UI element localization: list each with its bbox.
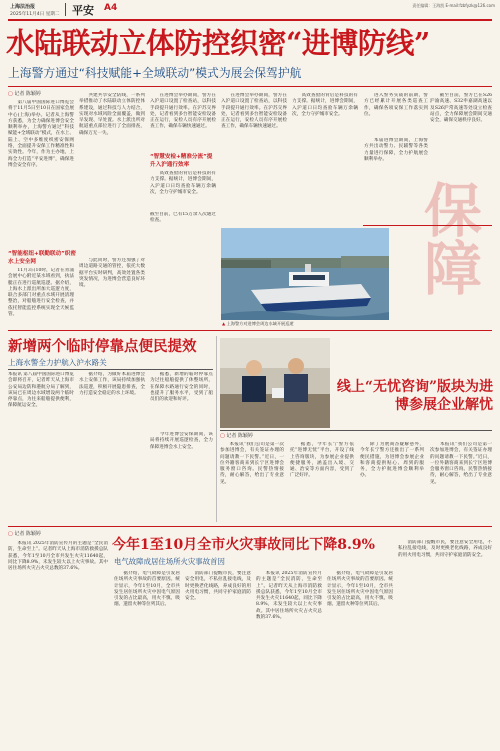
headline-rule xyxy=(8,86,492,87)
article1-p7: 截至目前，已有15万余人次通过检查。 xyxy=(150,212,216,224)
article3-end-rule xyxy=(8,526,492,527)
page-number: A4 xyxy=(104,3,118,13)
header-rule xyxy=(8,19,492,21)
article1-end-rule xyxy=(8,330,492,331)
article1-byline-text: 记者 陈颖婷 xyxy=(14,91,41,97)
article3-p3: 除了为展商答疑解惑外，今年长宁警方还推出了一系列便民措施，为进博会参展企业和客商提供贴心、周到的服务，全力护航进博会顺利举办。 xyxy=(360,442,424,479)
article4-p4: 本报讯 2025年消防宣传月的主题是“全民消防，生命至上”。记者昨天从上海市消防救援总队获悉，今年1至10月全市共发生火灾11640起，同比下降8.9%，未发生较大以上火灾事故。其中居住场所火灾占火灾总数的37.6%。 xyxy=(256,571,322,621)
article2-subtitle: 上海水警全力护航入沪水路关 xyxy=(8,358,107,367)
decorative-characters: 保障 xyxy=(414,180,482,296)
caption-text: 上海警方对进博会周边水域开展巡逻 xyxy=(226,321,294,326)
article1-col5: 高效查验的背后是科技的有力支撑。据统计，进博会期间，入沪道口日均查验车辆万余辆次，全力守护城市安全。 xyxy=(292,93,358,117)
article1-byline xyxy=(8,91,41,98)
article1-p2: 11月3日10时，记者在青浦会展中心附近某水域看到，执法艇正在进行巡航巡逻。据介绍，上海水上派出所加大巡逻力度，联合多部门对重点水域开展清理整治，对船舶进行安全检查，并依托智能监控系统实现全天候监管。 xyxy=(8,268,74,318)
article2-title: 新增两个临时停靠点便民提效 xyxy=(8,338,197,355)
main-headline: 水陆联动立体防控织密“进博防线” xyxy=(6,26,430,60)
article1-p4: 与此同时，警方还加强了对周边道路交通的管控，依托大数据平台实时研判，高效处置各类突发情况，为进博会营造良好环境。 xyxy=(79,258,145,289)
article2-rule xyxy=(8,369,213,370)
article3-rule xyxy=(220,430,492,431)
article1-p1: 第八届中国国际进口博览会将于11月5日至10日在国家会展中心(上海)举办。记者从上海警方获悉，为全力确保进博会安全顺利举办，上海警方通过“科技赋能+全域联动”模式，在水上、陆上、空中多维度织密安保网络，全面提升安保工作精准性和实效性。今年，作为主办地，上海全力打造“平安进博”，确保进博会安全有序。 xyxy=(8,100,74,168)
article3-p4: 本报讯“我们公司是第一次参加进博会，有关签证办理的问题请教一下民警。”近日，一位外籍客商来到长宁区进博会服务窗口咨询。民警热情接待，耐心解答，给出了专业意见。 xyxy=(430,442,492,485)
photo-caption: ▲ 上海警方对进博会周边水域开展巡逻 xyxy=(222,321,294,326)
article3-p2: 据悉，今年长宁警方依托“进博无忧”平台，开设了线上咨询版块，为参展企业提供便捷服务，涵盖出入境、交通、治安等方面内容，受到了广泛好评。 xyxy=(290,442,354,479)
article4-byline-text: 记者 陈颖婷 xyxy=(14,531,41,537)
article1-p6: 高效查验的背后是科技的有力支撑。据统计，进博会期间，入沪道口日均查验车辆万余辆次，全力守护城市安全。 xyxy=(150,171,216,195)
header-divider xyxy=(65,3,66,16)
article4-p6: 消防部门提醒市民，要注意安全用电，不私拉乱接电线，及时更换老化线路，养成良好的用火用电习惯，共同守护家庭消防安全。 xyxy=(398,540,492,558)
article4-byline xyxy=(8,531,41,538)
article4-p2: 据介绍，电气故障是引发居住场所火灾事故的首要原因。统计显示，今年1至10月，全市共发生居住场所火灾中因电气原因引发的占比最高，用火不慎、吸烟、遗留火种等位列其后。 xyxy=(114,571,180,608)
editor-info: 责任编辑：王海凯 E-mail:fzbfyzk@126.com xyxy=(412,3,495,8)
byline-marker-icon: ▢ xyxy=(8,91,13,97)
side-p2: 本届进博会期间，上海警方共出动警力、民辅警等各类力量进行保障，全力护航展会顺利举办。 xyxy=(364,138,428,162)
article3-byline-text: 记者 陈颖婷 xyxy=(226,433,253,439)
article2-byline: 本报讯 第八届中国国际进口博览会即将召开，记者昨天从上海市公安局边防和港航分局了解到，该局已在周边水域增设两个临时停靠点，为往来船舶提供便利，保障航运安全。 xyxy=(8,372,74,409)
side-p1: 进入警务实战的前期，警方已经累计开展各类巡查工作，确保各项安保工作落实到位。 xyxy=(364,93,428,117)
article2-p1: 据介绍，为做好本届进博会水上安保工作，该局持续加强执法巡逻，积极开展隐患排查，全力打造安全稳定的水上环境。 xyxy=(79,372,145,396)
paper-name: 上海法治报 xyxy=(10,4,36,10)
issue-date: 2025年11月4日 星期二 xyxy=(10,12,60,17)
article3-p1: 本报讯“我们公司是第一次参加进博会，有关签证办理的问题请教一下民警。”近日，一位外籍客商来到长宁区进博会服务窗口咨询。民警热情接待，耐心解答，给出了专业意见。 xyxy=(220,442,284,485)
article2-p2: 据悉，新增的临时停靠点为过往船舶提供了休整场所，在保障水路通行安全的同时，也提升了服务水平，受到了船员们的欢迎和好评。 xyxy=(150,372,213,403)
article2-p3: 今年进博会安保期间，该局将持续开展巡逻检查，全力保障进博会水上安全。 xyxy=(150,432,213,450)
column-separator xyxy=(216,336,217,522)
byline-marker-icon: ▢ xyxy=(220,433,225,439)
article1-col4: 在进博会举办期间，警方在入沪道口设置了检查站，以科技手段提升通行效率。在沪苏交界处，记者看到多台智能安检设备正在运行，安检人员有序开展检查工作，确保车辆快速通过。 xyxy=(221,93,287,130)
photo-consultation xyxy=(220,338,330,428)
article4-p1: 本报讯 2025年消防宣传月的主题是“全民消防，生命至上”。记者昨天从上海市消防救援总队获悉，今年1至10月全市共发生火灾11640起，同比下降8.9%，未发生较大以上火灾事故。其中居住场所火灾占火灾总数的37.6%。 xyxy=(8,541,108,572)
byline-marker-icon: ▢ xyxy=(8,531,13,537)
article4-p5: 据介绍，电气故障是引发居住场所火灾事故的首要原因。统计显示，今年1至10月，全市共发生居住场所火灾中因电气原因引发的占比最高，用火不慎、吸烟、遗留火种等位列其后。 xyxy=(327,571,393,608)
article1-subhead1: “智能枢纽+联勤联动”织密水上安全网 xyxy=(8,251,76,265)
article3-byline xyxy=(220,433,253,440)
section-name: 平安 xyxy=(72,4,94,17)
article1-p5: 在进博会举办期间，警方在入沪道口设置了检查站，以科技手段提升通行效率。在沪苏交界处，记者看到多台智能安检设备正在运行，安检人员有序开展检查工作，确保车辆快速通过。 xyxy=(150,93,216,130)
article4-p3: 消防部门提醒市民，要注意安全用电，不私拉乱接电线，及时更换老化线路，养成良好的用火用电习惯，共同守护家庭消防安全。 xyxy=(185,571,251,602)
article1-subhead2: “智慧安检+精准分流”提升入沪通行效率 xyxy=(150,154,213,168)
article3-title: 线上“无忧咨询”版块为进博参展企业解忧 xyxy=(336,379,493,413)
photo-patrol-boat xyxy=(221,228,389,320)
article1-p3: 共建共享安全防线，一系列举措推动了水陆联动立体防控体系建设，通过科技与人力结合，实现对水域风险全面覆盖，做到早发现、早处置。水上派出所对航道重点部位进行了全面排查，确保万无一失。 xyxy=(79,93,145,136)
main-subheadline: 上海警方通过“科技赋能+全域联动”模式为展会保驾护航 xyxy=(8,66,302,80)
article4-subtitle: 电气故障成居住场所火灾事故首因 xyxy=(114,557,225,566)
article4-title: 今年1至10月全市火灾事故同比下降8.9% xyxy=(112,537,375,553)
side-p3: 截至目前，警方已在S26沪渝高速、S32申嘉湖高速以及S26沪常高速等处设立检查站点，全力保障展会期间交通安全，确保交通秩序良好。 xyxy=(430,93,492,124)
